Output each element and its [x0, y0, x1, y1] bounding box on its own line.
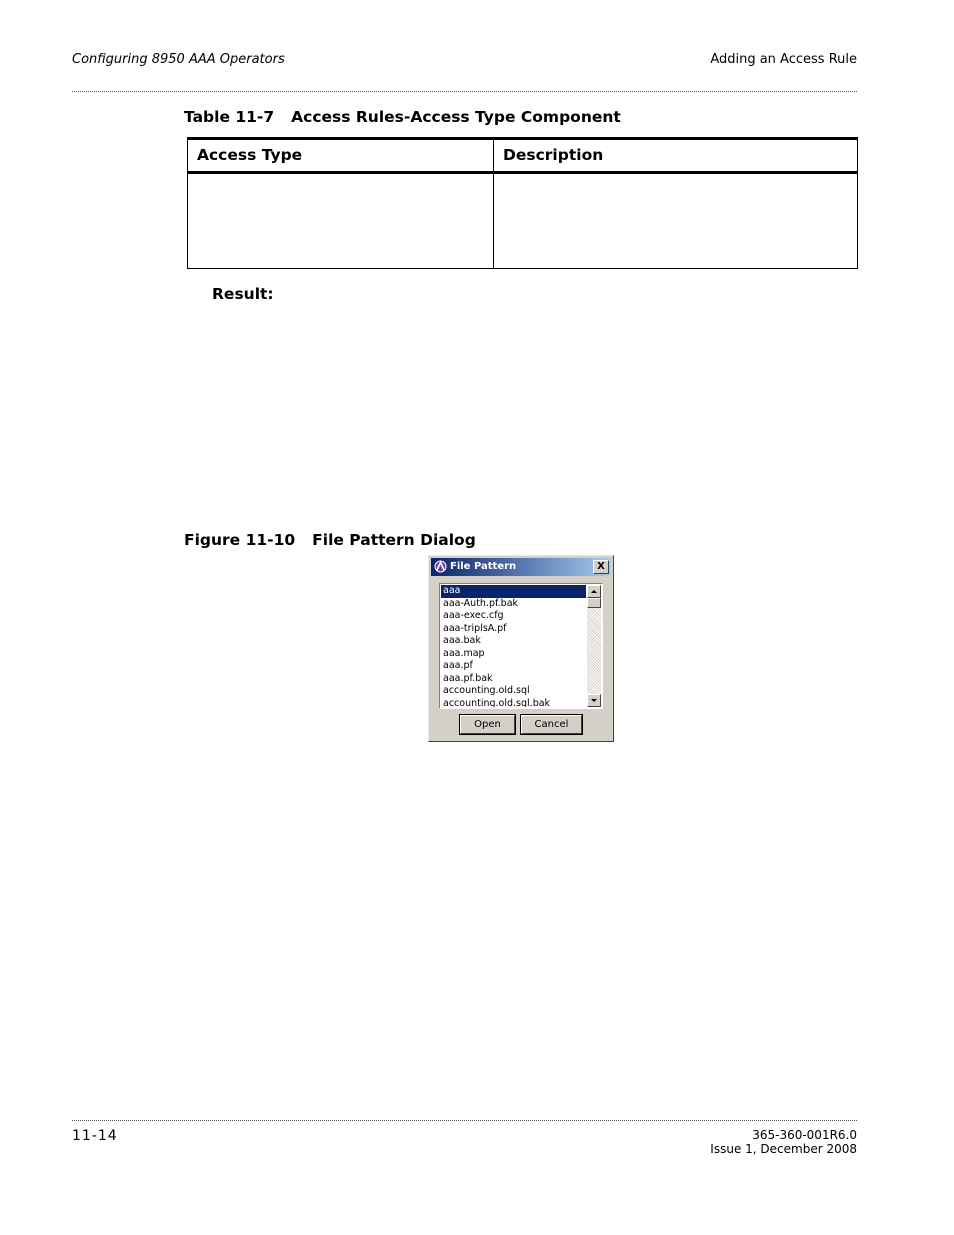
scroll-up-arrow-icon — [588, 586, 600, 597]
list-item[interactable]: accounting.old.sql.bak — [443, 697, 551, 707]
result-label: Result: — [212, 285, 274, 303]
table-caption-number: Table 11-7 — [184, 108, 275, 126]
figure-caption-title: File Pattern Dialog — [312, 531, 476, 549]
document-number: 365-360-001R6.0 — [752, 1128, 857, 1142]
running-header-chapter: Configuring 8950 AAA Operators — [72, 52, 285, 67]
figure-caption — [184, 531, 476, 549]
table-caption-title: Access Rules-Access Type Component — [291, 108, 621, 126]
table-header-description: Description — [503, 146, 604, 164]
footer-rule — [72, 1120, 857, 1121]
file-list-items — [441, 585, 586, 707]
dialog-title: File Pattern — [450, 561, 517, 572]
list-item[interactable]: aaa-Auth.pf.bak — [443, 597, 519, 609]
table-column-divider — [493, 140, 494, 268]
list-item[interactable]: aaa — [441, 585, 586, 598]
page-number: 11-14 — [72, 1128, 118, 1144]
document-id — [710, 1128, 857, 1156]
figure-caption-number: Figure 11-10 — [184, 531, 296, 549]
table-header-access-type: Access Type — [197, 146, 303, 164]
running-header-section: Adding an Access Rule — [710, 52, 857, 67]
file-pattern-dialog — [428, 555, 614, 742]
scroll-up-button[interactable] — [587, 585, 601, 598]
cancel-button[interactable]: Cancel — [521, 715, 582, 734]
dialog-titlebar[interactable] — [431, 558, 611, 576]
open-button[interactable]: Open — [460, 715, 515, 734]
list-item[interactable]: accounting.old.sql — [443, 685, 530, 696]
table-caption — [184, 108, 621, 126]
close-button[interactable] — [593, 560, 609, 574]
header-rule — [72, 91, 857, 92]
list-item[interactable]: aaa.pf — [443, 660, 473, 671]
app-logo-icon — [434, 560, 447, 573]
list-item[interactable]: aaa.pf.bak — [443, 672, 493, 684]
access-type-table — [187, 137, 858, 269]
vertical-scrollbar[interactable] — [587, 585, 601, 707]
list-item[interactable]: aaa-exec.cfg — [443, 610, 504, 621]
scroll-down-arrow-icon — [588, 695, 600, 706]
list-item[interactable]: aaa.map — [443, 647, 485, 659]
file-list[interactable] — [439, 583, 603, 709]
scroll-down-button[interactable] — [587, 694, 601, 707]
list-item[interactable]: aaa.bak — [443, 635, 481, 646]
document-issue: Issue 1, December 2008 — [710, 1142, 857, 1156]
scroll-thumb[interactable] — [587, 598, 601, 608]
list-item[interactable]: aaa-triplsA.pf — [443, 622, 507, 634]
close-icon: X — [597, 561, 605, 572]
